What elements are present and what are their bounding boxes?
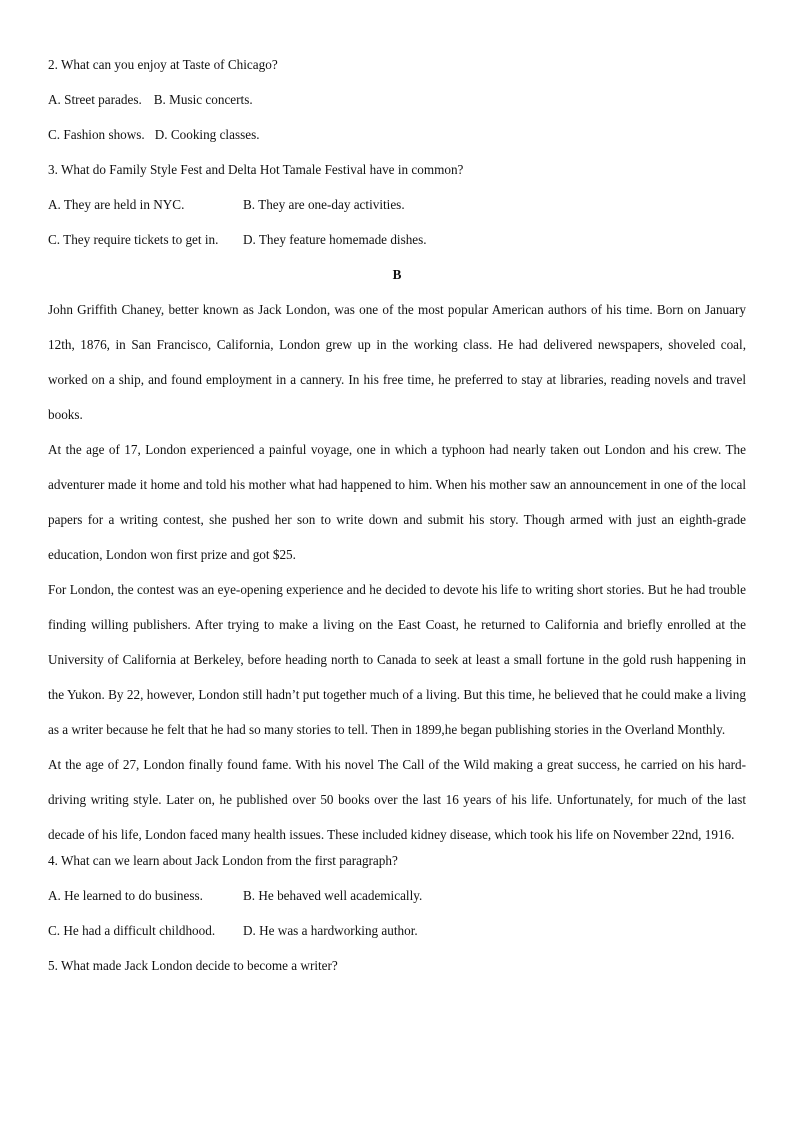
option-2b: B. Music concerts. (153, 92, 253, 107)
section-b-heading: B (392, 267, 402, 282)
question-2-options-row-1 (48, 91, 746, 126)
question-2-options-row-2 (48, 126, 746, 161)
passage-paragraph-4: At the age of 27, London finally found fame. With his novel The Call of the Wild making a great success, he carried on his hard-driving writing style. Later on, he published over 50 books over the last 16 years of his life. Unfortunately, for much of the last decade of his life, London faced many health issues. These included kidney disease, which took his life on November 22nd, 1916. (48, 757, 746, 842)
option-3a: A. They are held in NYC. (48, 197, 185, 212)
question-4-options-row-1 (48, 887, 746, 922)
question-3-options-row-2 (48, 231, 746, 266)
option-2d: D. Cooking classes. (154, 127, 260, 142)
option-4d: D. He was a hardworking author. (243, 923, 418, 938)
passage-paragraph-1: John Griffith Chaney, better known as Jack London, was one of the most popular American authors of his time. Born on January 12th, 1876, in San Francisco, California, London grew up in the working class. He had delivered newspapers, shoveled coal, worked on a ship, and found employment in a cannery. In his free time, he preferred to stay at libraries, reading novels and travel books. (48, 302, 746, 422)
option-3d: D. They feature homemade dishes. (243, 232, 427, 247)
option-4b: B. He behaved well academically. (243, 888, 423, 903)
option-2c: C. Fashion shows. (48, 127, 145, 142)
question-2: 2. What can you enjoy at Taste of Chicago? (48, 57, 278, 72)
question-3: 3. What do Family Style Fest and Delta Hot Tamale Festival have in common? (48, 162, 464, 177)
option-2a: A. Street parades. (48, 92, 142, 107)
question-5: 5. What made Jack London decide to become a writer? (48, 958, 338, 973)
passage-paragraph-2: At the age of 17, London experienced a painful voyage, one in which a typhoon had nearly taken out London and his crew. The adventurer made it home and told his mother what had happened to him. When his mother saw an announcement in one of the local papers for a writing contest, she pushed her son to write down and submit his story. Though armed with just an eighth-grade education, London won first prize and got $25. (48, 442, 746, 562)
option-4c: C. He had a difficult childhood. (48, 923, 216, 938)
passage-b (48, 301, 746, 861)
question-3-options-row-1 (48, 196, 746, 231)
document-page (48, 56, 746, 1001)
option-3c: C. They require tickets to get in. (48, 232, 219, 247)
question-4-options-row-2 (48, 922, 746, 957)
passage-paragraph-3: For London, the contest was an eye-opening experience and he decided to devote his life to writing short stories. But he had trouble finding willing publishers. After trying to make a living on the East Coast, he returned to California and briefly enrolled at the University of California at Berkeley, before heading north to Canada to seek at least a small fortune in the gold rush happening in the Yukon. By 22, however, London still hadn’t put together much of a living. But this time, he believed that he could make a living as a writer because he felt that he had so many stories to tell. Then in 1899,he began publishing stories in the Overland Monthly. (48, 582, 746, 737)
option-3b: B. They are one-day activities. (243, 197, 405, 212)
question-4: 4. What can we learn about Jack London from the first paragraph? (48, 853, 398, 868)
option-4a: A. He learned to do business. (48, 888, 203, 903)
